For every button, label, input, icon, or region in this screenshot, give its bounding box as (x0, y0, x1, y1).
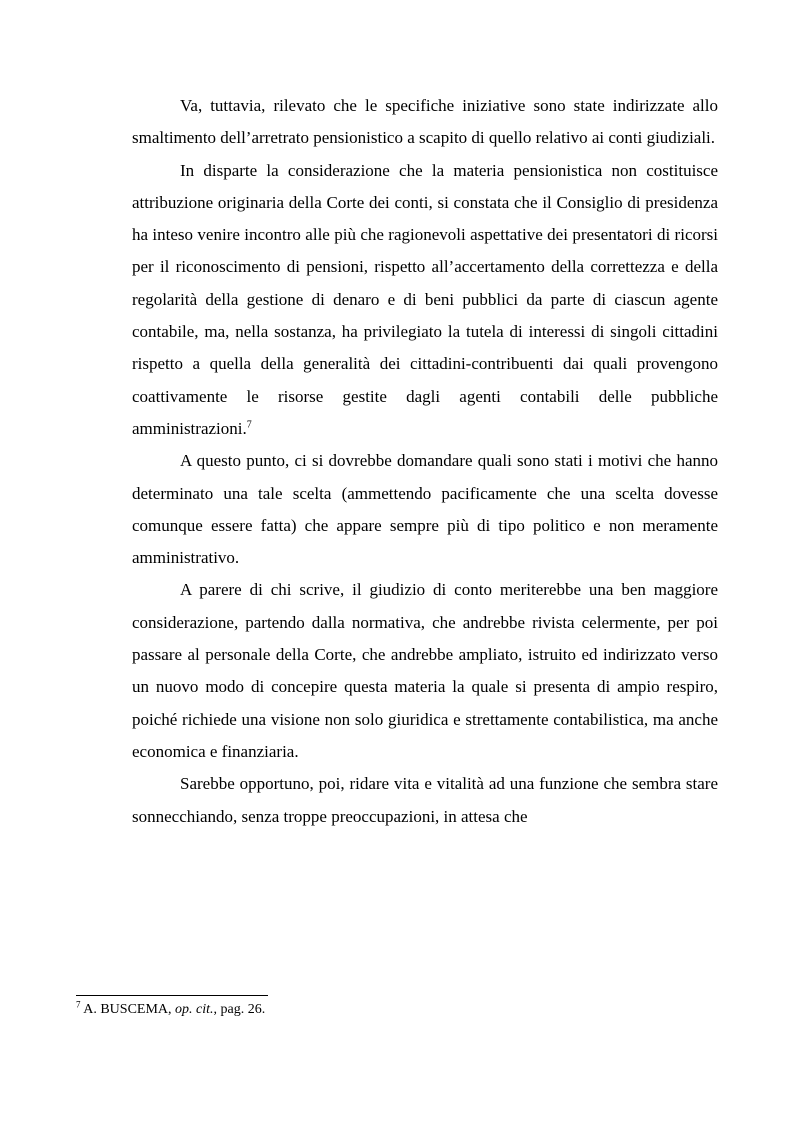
paragraph-1: Va, tuttavia, rilevato che le specifiche iniziative sono state indirizzate allo smaltimento dell’arretrato pensionistico a scapito di quello relativo ai conti giudiziali. (132, 96, 718, 148)
paragraph-4: A parere di chi scrive, il giudizio di conto meriterebbe una ben maggiore considerazione, partendo dalla normativa, che andrebbe rivista celermente, per poi passare al personale della Corte, che andrebbe ampliato, istruito ed indirizzato verso un nuovo modo di concepire questa materia la quale si presenta di ampio respiro, poiché richiede una visione non solo giuridica e strettamente contabilistica, ma anche economica e finanziaria. (132, 580, 718, 761)
footnote-number: 7 (76, 999, 81, 1010)
footnote-page: , pag. 26. (213, 1002, 266, 1017)
footnote (76, 1001, 265, 1019)
paragraph-2-text: In disparte la considerazione che la materia pensionistica non costituisce attribuzione originaria della Corte dei conti, si constata che il Consiglio di presidenza ha inteso venire incontro alle più che ragionevoli aspettative dei presentatori di ricorsi per il riconoscimento di pensioni, rispetto all’accertamento della correttezza e della regolarità della gestione di denaro e di beni pubblici da parte di ciascun agente contabile, ma, nella sostanza, ha privilegiato la tutela di interessi di singoli cittadini rispetto a quella della generalità dei cittadini-contribuenti dai quali provengono coattivamente le risorse gestite dagli agenti contabili delle pubbliche amministrazioni. (132, 160, 718, 438)
footnote-work: op. cit. (175, 1002, 214, 1017)
body-text (132, 90, 718, 833)
paragraph-5: Sarebbe opportuno, poi, ridare vita e vitalità ad una funzione che sembra stare sonnecchiando, senza troppe preoccupazioni, in attesa che (132, 774, 718, 826)
footnote-author: A. BUSCEMA, (83, 1002, 172, 1017)
footnote-separator (76, 995, 268, 996)
paragraph-3: A questo punto, ci si dovrebbe domandare quali sono stati i motivi che hanno determinato una tale scelta (ammettendo pacificamente che una scelta dovesse comunque essere fatta) che appare sempre più di tipo politico e non meramente amministrativo. (132, 451, 718, 568)
footnote-reference[interactable]: 7 (246, 419, 252, 431)
paragraph-2 (132, 155, 718, 446)
